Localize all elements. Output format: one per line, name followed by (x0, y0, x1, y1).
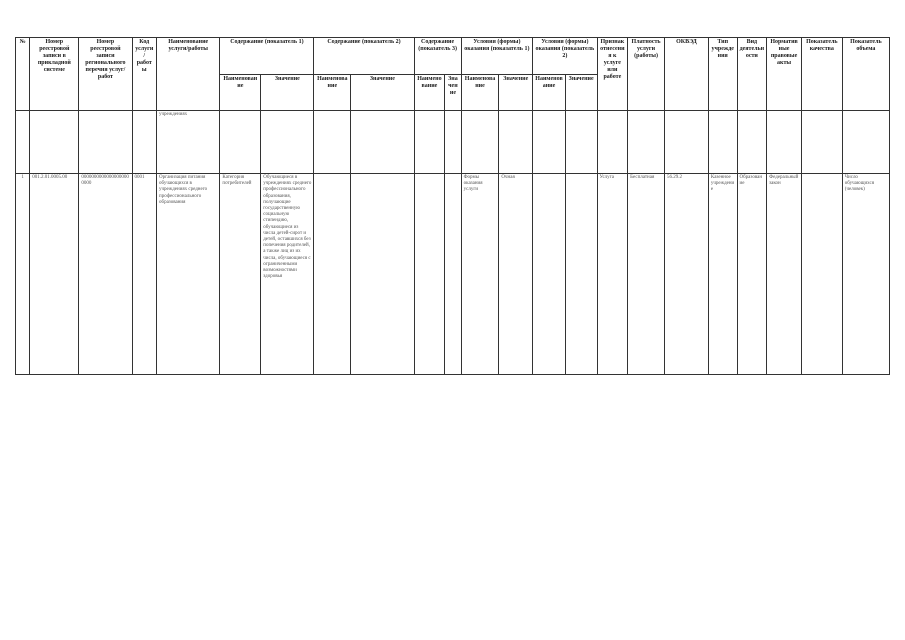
okved-cell: 56.29.2 (664, 174, 708, 375)
c2-value-subheader: Значение (351, 75, 414, 111)
col-cond1-header: Условия (формы) оказания (показатель 1) (461, 38, 533, 75)
col-activity-type-header: Вид деятельности (737, 38, 767, 111)
col-num-header: № (16, 38, 30, 111)
inst-type-cell: Казенное учреждение (708, 174, 737, 375)
payment-cell: Бесплатная (628, 174, 665, 375)
service-name-cell: Организация питания обучающихся в учреждениях среднего профессионального образования (157, 174, 220, 375)
cond1-value-subheader: Значение (499, 75, 533, 111)
table-row (16, 174, 890, 375)
c3-name-subheader: Наименование (414, 75, 445, 111)
col-content3-header: Содержание (показатель 3) (414, 38, 461, 75)
col-okved-header: ОКВЭД (664, 38, 708, 111)
service-code-cell: 0001 (132, 174, 157, 375)
c1-value-cell: Обучающиеся в учреждениях среднего профессионального образования, получающие государственную социальную стипендию, обучающиеся из числа детей-сирот и детей, оставшихся без попечения родителей, а также лиц из их числа, обучающиеся с ограниченными возможностями здоровья (261, 174, 314, 375)
col-service-code-header: Код услуги/работы (132, 38, 157, 111)
cond2-name-subheader: Наименование (533, 75, 566, 111)
col-reg-record-header: Номер реестровой записи регионального перечня услуг/работ (79, 38, 132, 111)
col-service-name-header: Наименование услуги/работы (157, 38, 220, 111)
col-work-sign-header: Признак отнесения к услуге или работе (597, 38, 628, 111)
c1-name-subheader: Наименование (220, 75, 261, 111)
work-sign-cell: Услуга (597, 174, 628, 375)
col-quality-header: Показатель качества (801, 38, 842, 111)
col-npa-header: Нормативные правовые акты (767, 38, 802, 111)
col-reg-system-header: Номер реестровой записи в прикладной системе (30, 38, 79, 111)
cond1-value-cell: Очная (499, 174, 533, 375)
reg-system-cell: 001.2.01.0005.00 (30, 174, 79, 375)
col-content1-header: Содержание (показатель 1) (220, 38, 314, 75)
c2-name-subheader: Наименование (314, 75, 351, 111)
volume-cell: Число обучающихся (человек) (842, 174, 889, 375)
row-num-cell: 1 (16, 174, 30, 375)
npa-cell: Федеральный закон (767, 174, 802, 375)
col-volume-header: Показатель объема (842, 38, 889, 111)
cond1-name-cell: Формы оказания услуги (461, 174, 499, 375)
reg-record-cell: 00000000000000000000000 (79, 174, 132, 375)
col-cond2-header: Условия (формы) оказания (показатель 2) (533, 38, 597, 75)
table-row (16, 111, 890, 174)
col-content2-header: Содержание (показатель 2) (314, 38, 414, 75)
service-name-cell: учреждениях (157, 111, 220, 174)
registry-table (15, 37, 890, 375)
cond1-name-subheader: Наименование (461, 75, 499, 111)
c1-name-cell: Категория потребителей (220, 174, 261, 375)
c3-value-subheader: Значение (445, 75, 461, 111)
col-inst-type-header: Тип учреждения (708, 38, 737, 111)
c1-value-subheader: Значение (261, 75, 314, 111)
activity-type-cell: Образование (737, 174, 767, 375)
cond2-value-subheader: Значение (565, 75, 597, 111)
col-payment-header: Платность услуги (работы) (628, 38, 665, 111)
